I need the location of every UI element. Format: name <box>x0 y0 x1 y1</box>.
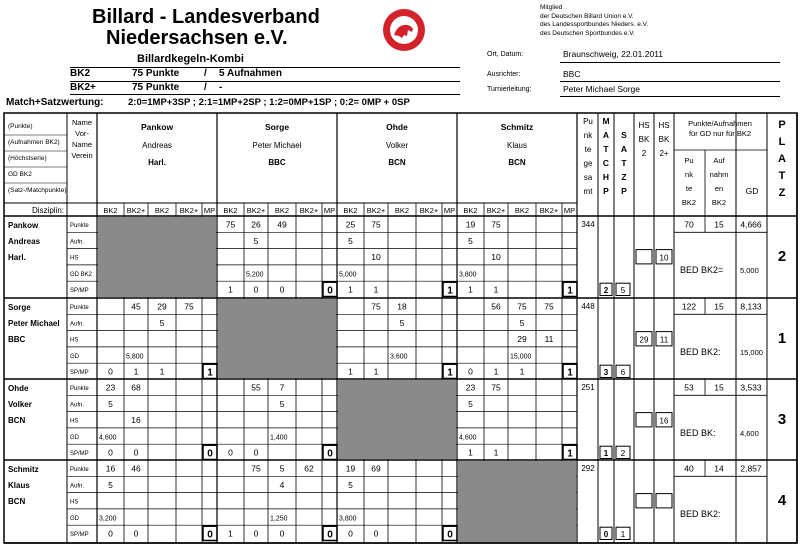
ort-value: Braunschweig, 22.01.2011 <box>563 49 664 59</box>
cell-value: 11 <box>544 334 554 345</box>
gd-value: 3,533 <box>740 382 762 393</box>
platz-value: 3 <box>777 411 787 428</box>
row-stat-label: GD <box>70 353 79 360</box>
cell-value: 3,800 <box>339 515 357 523</box>
sp-value: 0 <box>108 528 113 539</box>
satz-total: 6 <box>620 368 626 378</box>
sp-value: 1 <box>468 284 473 295</box>
sub-column-label: MP <box>203 206 216 215</box>
cell-value: 5 <box>159 317 165 328</box>
grid-border <box>4 113 797 543</box>
bk2plus-points: 75 Punkte <box>132 82 180 93</box>
column-player-surname: Schmitz <box>500 122 534 132</box>
cell-value: 55 <box>251 382 261 393</box>
membership-line: der Deutschen Billard Union e.V. <box>540 12 634 20</box>
cell-value: 7 <box>279 382 285 393</box>
column-player-surname: Pankow <box>140 122 174 132</box>
cell-value: 23 <box>105 382 116 393</box>
summary-hs-bk2plus-header: HS <box>658 121 670 130</box>
cell-value: 4,600 <box>459 434 477 442</box>
sub-column-label: BK2 <box>463 206 478 215</box>
cell-value: 5 <box>468 398 473 409</box>
cell-value: 49 <box>277 219 287 230</box>
gd-value: 4,666 <box>740 219 762 230</box>
bed-value: 4,600 <box>740 429 759 438</box>
hs-bk2plus-value: 10 <box>659 253 669 263</box>
row-player-firstname: Volker <box>8 400 32 409</box>
summary-hs-bk2-header: 2 <box>641 149 647 158</box>
sub-column-label: BK2 <box>154 206 170 215</box>
sub-column-label: MP <box>443 206 456 215</box>
row-stat-label: HS <box>70 255 79 262</box>
row-stat-label: SP/MP <box>70 288 89 295</box>
sub-column-label: BK2 <box>514 206 530 215</box>
column-player-firstname: Peter Michael <box>252 141 302 150</box>
row-stat-label: SP/MP <box>70 370 89 377</box>
sub-column-label: MP <box>323 206 336 215</box>
ausrichter-value: BBC <box>563 69 581 79</box>
summary-gd-punkte-header: nk <box>685 170 693 179</box>
bk2-slash: / <box>204 68 207 79</box>
sub-column-label: BK2+ <box>539 206 559 215</box>
summary-gd-header: GD <box>745 186 759 196</box>
summary-gd-title: für GD nur für BK2 <box>688 129 752 138</box>
summary-match-header: T <box>603 144 609 154</box>
satz-total: 5 <box>620 286 626 296</box>
federation-title-line1: Billard - Landesverband <box>92 6 320 28</box>
cell-value: 75 <box>371 219 381 230</box>
summary-total: 251 <box>581 383 595 392</box>
summary-satz-header: Z <box>621 172 627 182</box>
gd-value: 8,133 <box>740 301 762 312</box>
cell-value: 16 <box>105 463 116 474</box>
sub-column-label: BK2+ <box>486 206 506 215</box>
row-player-firstname: Klaus <box>8 481 30 490</box>
cell-value: 75 <box>491 382 501 393</box>
row-player-surname: Ohde <box>8 384 29 393</box>
mp-value: 0 <box>447 529 453 541</box>
mp-value: 0 <box>327 285 333 297</box>
cell-value: 45 <box>131 301 141 312</box>
sp-value: 0 <box>133 528 139 539</box>
cell-value: 18 <box>397 301 407 312</box>
bed-label: BED BK2= <box>680 265 724 275</box>
row-stat-label: SP/MP <box>70 532 89 539</box>
cell-value: 5 <box>399 317 405 328</box>
cell-value: 5,200 <box>246 271 264 279</box>
sp-value: 1 <box>228 528 233 539</box>
cell-value: 25 <box>345 219 356 230</box>
row-player-surname: Sorge <box>8 303 31 312</box>
hs-bk2-box <box>636 494 652 508</box>
match-total: 0 <box>603 530 609 540</box>
name-col-header: Name <box>71 118 93 127</box>
summary-satz-header: T <box>621 158 627 168</box>
sub-column-label: BK2 <box>103 206 118 215</box>
summary-punkte-header: mt <box>583 187 593 196</box>
row-stat-label: Punkte <box>70 305 89 311</box>
diagonal-block <box>98 217 216 297</box>
sp-value: 0 <box>108 447 113 458</box>
summary-gd-aufn-header: BK2 <box>711 198 727 207</box>
gd-punkte-value: 70 <box>684 219 694 230</box>
mp-value: 1 <box>567 448 573 460</box>
cell-value: 15,000 <box>510 353 532 361</box>
gd-aufn-value: 15 <box>714 301 724 312</box>
cell-value: 26 <box>251 219 261 230</box>
cell-value: 5 <box>279 463 285 474</box>
cell-value: 75 <box>251 463 261 474</box>
satz-total: 2 <box>620 449 626 459</box>
column-player-firstname: Volker <box>385 141 409 150</box>
summary-gd-aufn-header: en <box>714 184 724 193</box>
summary-punkte-header: Pu <box>583 117 593 126</box>
sub-column-label: BK2+ <box>246 206 266 215</box>
sp-value: 1 <box>493 447 499 458</box>
mp-value: 0 <box>327 529 333 541</box>
row-stat-label: HS <box>70 418 79 425</box>
row-stat-label: GD <box>70 515 79 522</box>
hs-bk2plus-box <box>656 494 672 508</box>
sub-column-label: BK2 <box>223 206 238 215</box>
cell-value: 5,000 <box>339 271 357 279</box>
row-player-club: BCN <box>8 416 26 425</box>
cell-value: 5 <box>108 398 113 409</box>
cell-value: 68 <box>131 382 141 393</box>
row-stat-label: Aufn. <box>70 402 85 409</box>
cell-value: 75 <box>371 301 381 312</box>
platz-value: 2 <box>777 248 787 265</box>
legend-text: (Höchstserie) <box>8 155 47 162</box>
sp-value: 0 <box>133 447 139 458</box>
cell-value: 5 <box>519 317 525 328</box>
mp-value: 0 <box>327 448 333 460</box>
bed-value: 5,000 <box>740 266 759 275</box>
bk2-aufnahmen: 5 Aufnahmen <box>219 68 282 79</box>
summary-punkte-header: nk <box>583 131 593 140</box>
legend-text: (Satz-/Matchpunkte) <box>8 187 67 194</box>
row-stat-label: Aufn. <box>70 239 85 246</box>
cell-value: 3,600 <box>390 353 408 361</box>
sub-column-label: BK2+ <box>179 206 199 215</box>
sheet-subtitle: Billardkegeln-Kombi <box>137 53 244 65</box>
sp-value: 1 <box>468 447 473 458</box>
turnier-value: Peter Michael Sorge <box>563 84 641 94</box>
row-stat-label: HS <box>70 499 79 506</box>
gd-punkte-value: 53 <box>684 382 694 393</box>
sub-column-label: BK2 <box>343 206 358 215</box>
membership-line: Mitglied <box>540 4 563 11</box>
cell-value: 75 <box>184 301 194 312</box>
cell-value: 29 <box>157 301 167 312</box>
mp-value: 0 <box>207 529 213 541</box>
row-stat-label: Punkte <box>70 386 89 392</box>
sub-column-label: BK2 <box>274 206 290 215</box>
row-stat-label: Punkte <box>70 223 89 229</box>
summary-punkte-header: ge <box>583 159 593 168</box>
cell-value: 5 <box>253 235 259 246</box>
legend-text: (Punkte) <box>8 123 33 130</box>
federation-title-line2: Niedersachsen e.V. <box>106 27 288 49</box>
hs-bk2-value: 29 <box>639 335 649 345</box>
gd-punkte-value: 40 <box>684 463 694 474</box>
mp-value: 1 <box>447 285 453 297</box>
cell-value: 5 <box>108 479 113 490</box>
cell-value: 75 <box>491 219 501 230</box>
sp-value: 0 <box>468 366 473 377</box>
gd-punkte-value: 122 <box>681 301 697 312</box>
sp-value: 1 <box>493 284 499 295</box>
cell-value: 69 <box>371 463 381 474</box>
sp-value: 1 <box>373 284 379 295</box>
membership-line: des Landessportbundes Nieders. e.V. <box>540 21 649 28</box>
mp-value: 0 <box>207 448 213 460</box>
cell-value: 5 <box>348 479 353 490</box>
summary-satz-header: A <box>620 144 628 154</box>
row-stat-label: GD BK2 <box>70 271 93 278</box>
satz-total: 1 <box>620 530 626 540</box>
summary-platz-header: Z <box>778 187 786 199</box>
bk2-points: 75 Punkte <box>132 68 180 79</box>
mp-value: 1 <box>207 367 213 379</box>
column-player-club: BCN <box>388 158 406 167</box>
sp-value: 0 <box>279 284 285 295</box>
cell-value: 4 <box>279 479 285 490</box>
mp-value: 1 <box>447 367 453 379</box>
summary-total: 344 <box>581 220 595 229</box>
sub-column-label: BK2+ <box>299 206 319 215</box>
row-player-surname: Schmitz <box>8 465 39 474</box>
column-player-firstname: Klaus <box>506 141 528 150</box>
sp-value: 0 <box>348 528 353 539</box>
row-player-club: BBC <box>8 335 26 344</box>
match-value: 2:0=1MP+3SP ; 2:1=1MP+2SP ; 1:2=0MP+1SP ; 0:2= 0MP + 0SP <box>128 97 410 108</box>
cell-value: 10 <box>491 252 501 263</box>
bed-label: BED BK: <box>680 428 716 438</box>
match-label: Match+Satzwertung: <box>6 97 104 108</box>
row-player-club: BCN <box>8 497 26 506</box>
cell-value: 62 <box>304 463 314 474</box>
legend-text: GD BK2 <box>8 171 32 178</box>
hs-bk2plus-value: 16 <box>659 416 669 426</box>
sp-value: 1 <box>493 366 499 377</box>
summary-match-header: A <box>602 130 610 140</box>
gd-aufn-value: 15 <box>714 382 724 393</box>
cell-value: 75 <box>544 301 554 312</box>
sp-value: 0 <box>253 284 259 295</box>
summary-platz-header: T <box>778 170 786 182</box>
sub-column-label: BK2+ <box>366 206 386 215</box>
mp-value: 1 <box>567 367 573 379</box>
membership-line: des Deutschen Sportbundes e.V. <box>540 29 635 37</box>
cell-value: 46 <box>131 463 141 474</box>
gd-value: 2,857 <box>740 463 762 474</box>
summary-platz-header: L <box>778 136 786 148</box>
sub-column-label: MP <box>563 206 576 215</box>
name-col-header: Verein <box>71 151 93 160</box>
ort-label: Ort, Datum: <box>487 51 524 58</box>
row-player-club: Harl. <box>8 253 26 262</box>
row-stat-label: Aufn. <box>70 483 85 490</box>
column-player-club: Harl. <box>148 158 166 167</box>
summary-gd-punkte-header: te <box>685 184 693 193</box>
cell-value: 4,600 <box>99 434 117 442</box>
cell-value: 5 <box>279 398 285 409</box>
bk2-name: BK2 <box>70 68 91 79</box>
bk2plus-name: BK2+ <box>70 82 96 93</box>
summary-gd-title: Punkte/Aufnahmen <box>688 119 752 128</box>
cell-value: 1,400 <box>270 434 288 442</box>
column-player-club: BBC <box>268 158 286 167</box>
column-player-firstname: Andreas <box>142 141 172 150</box>
row-player-firstname: Peter Michael <box>8 319 60 328</box>
sp-value: 0 <box>228 447 233 458</box>
cell-value: 10 <box>371 252 381 263</box>
turnier-label: Turnierleitung: <box>487 86 532 93</box>
cell-value: 3,200 <box>99 515 117 523</box>
legend-text: (Aufnahmen BK2) <box>8 139 60 146</box>
hs-bk2-box <box>636 413 652 427</box>
cell-value: 23 <box>465 382 476 393</box>
column-player-club: BCN <box>508 158 526 167</box>
summary-match-header: H <box>602 172 610 182</box>
diagonal-block <box>218 299 336 378</box>
bed-value: 15,000 <box>740 348 763 357</box>
sub-column-label: BK2+ <box>419 206 439 215</box>
summary-satz-header: P <box>621 186 627 196</box>
disziplin-label: Disziplin: <box>31 206 64 215</box>
summary-gd-aufn-header: Auf <box>713 156 725 165</box>
summary-total: 448 <box>581 302 595 311</box>
summary-punkte-header: te <box>584 145 592 154</box>
summary-hs-bk2-header: HS <box>638 121 650 130</box>
summary-hs-bk2plus-header: 2+ <box>659 149 669 158</box>
cell-value: 75 <box>225 219 236 230</box>
name-col-header: Name <box>71 140 93 149</box>
sp-value: 0 <box>279 528 285 539</box>
gd-aufn-value: 15 <box>714 219 724 230</box>
hs-bk2plus-value: 11 <box>659 335 669 345</box>
gd-aufn-value: 14 <box>714 463 724 474</box>
row-stat-label: Punkte <box>70 467 89 473</box>
sp-value: 0 <box>108 366 113 377</box>
cell-value: 5,800 <box>126 353 144 361</box>
column-player-surname: Sorge <box>264 122 290 132</box>
summary-hs-bk2plus-header: BK <box>658 135 670 144</box>
cell-value: 19 <box>345 463 356 474</box>
cell-value: 19 <box>465 219 476 230</box>
summary-gd-punkte-header: BK2 <box>681 198 697 207</box>
sub-column-label: BK2 <box>394 206 410 215</box>
cell-value: 29 <box>517 334 527 345</box>
cell-value: 5 <box>348 235 353 246</box>
diagonal-block <box>338 380 456 459</box>
summary-hs-bk2-header: BK <box>638 135 650 144</box>
cell-value: 5 <box>468 235 473 246</box>
match-total: 3 <box>603 368 609 378</box>
sp-value: 1 <box>348 366 353 377</box>
sp-value: 0 <box>253 447 259 458</box>
sp-value: 0 <box>373 528 379 539</box>
hs-bk2-box <box>636 250 652 264</box>
ausrichter-label: Ausrichter: <box>487 71 521 78</box>
cell-value: 3,800 <box>459 271 477 279</box>
summary-gd-punkte-header: Pu <box>684 156 694 165</box>
cell-value: 56 <box>491 301 501 312</box>
bk2plus-aufnahmen: - <box>219 82 223 93</box>
match-total: 2 <box>603 286 609 296</box>
sp-value: 1 <box>373 366 379 377</box>
row-stat-label: HS <box>70 337 79 344</box>
summary-platz-header: A <box>778 153 786 165</box>
summary-platz-header: P <box>778 119 786 131</box>
sp-value: 1 <box>133 366 139 377</box>
bk2plus-slash: / <box>204 82 207 93</box>
bed-label: BED BK2: <box>680 509 721 519</box>
cell-value: 1,250 <box>270 515 288 523</box>
sub-column-label: BK2+ <box>126 206 146 215</box>
diagonal-block <box>458 461 576 542</box>
row-stat-label: GD <box>70 434 79 441</box>
summary-match-header: P <box>603 186 609 196</box>
row-player-surname: Pankow <box>8 221 39 230</box>
row-stat-label: SP/MP <box>70 451 89 458</box>
summary-gd-aufn-header: nahm <box>709 170 729 179</box>
cell-value: 75 <box>517 301 527 312</box>
summary-satz-header: S <box>621 130 627 140</box>
platz-value: 4 <box>777 492 787 509</box>
platz-value: 1 <box>777 330 787 347</box>
mp-value: 1 <box>567 285 573 297</box>
match-total: 1 <box>603 449 609 459</box>
summary-total: 292 <box>581 464 595 473</box>
sp-value: 1 <box>348 284 353 295</box>
cell-value: 16 <box>131 415 141 426</box>
row-stat-label: Aufn. <box>70 321 85 328</box>
sp-value: 1 <box>159 366 165 377</box>
column-player-surname: Ohde <box>386 122 408 132</box>
bed-label: BED BK2: <box>680 347 721 357</box>
name-col-header: Vor- <box>75 129 89 138</box>
sp-value: 1 <box>519 366 525 377</box>
summary-match-header: C <box>602 158 610 168</box>
summary-match-header: M <box>602 116 610 126</box>
row-player-firstname: Andreas <box>8 237 41 246</box>
sp-value: 0 <box>253 528 259 539</box>
summary-punkte-header: sa <box>583 173 593 182</box>
sp-value: 1 <box>228 284 233 295</box>
